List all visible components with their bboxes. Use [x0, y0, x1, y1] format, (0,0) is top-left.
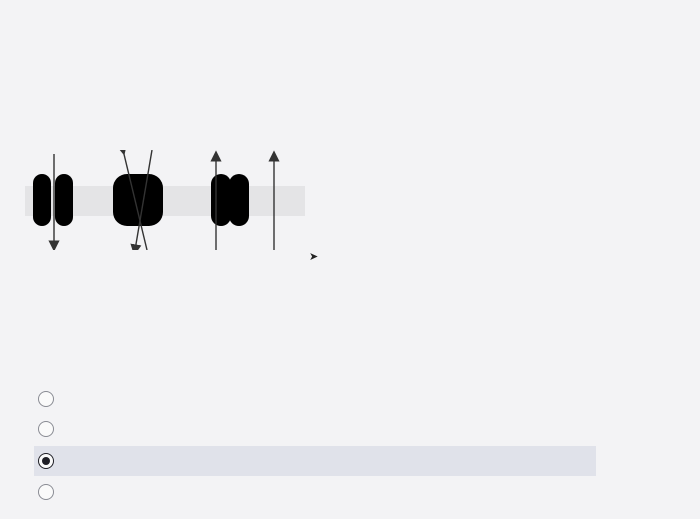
- cursor-icon: ➤: [309, 251, 319, 263]
- radio-button[interactable]: [38, 391, 54, 407]
- radio-button[interactable]: [38, 484, 54, 500]
- answer-option-4[interactable]: [34, 477, 596, 507]
- radio-button-selected[interactable]: [38, 453, 54, 469]
- answer-option-2[interactable]: [34, 414, 596, 444]
- na-k-pump-protein: [113, 174, 163, 226]
- radio-button[interactable]: [38, 421, 54, 437]
- answer-option-1[interactable]: [34, 384, 596, 414]
- answer-option-3[interactable]: [34, 446, 596, 476]
- membrane-model: [25, 150, 325, 250]
